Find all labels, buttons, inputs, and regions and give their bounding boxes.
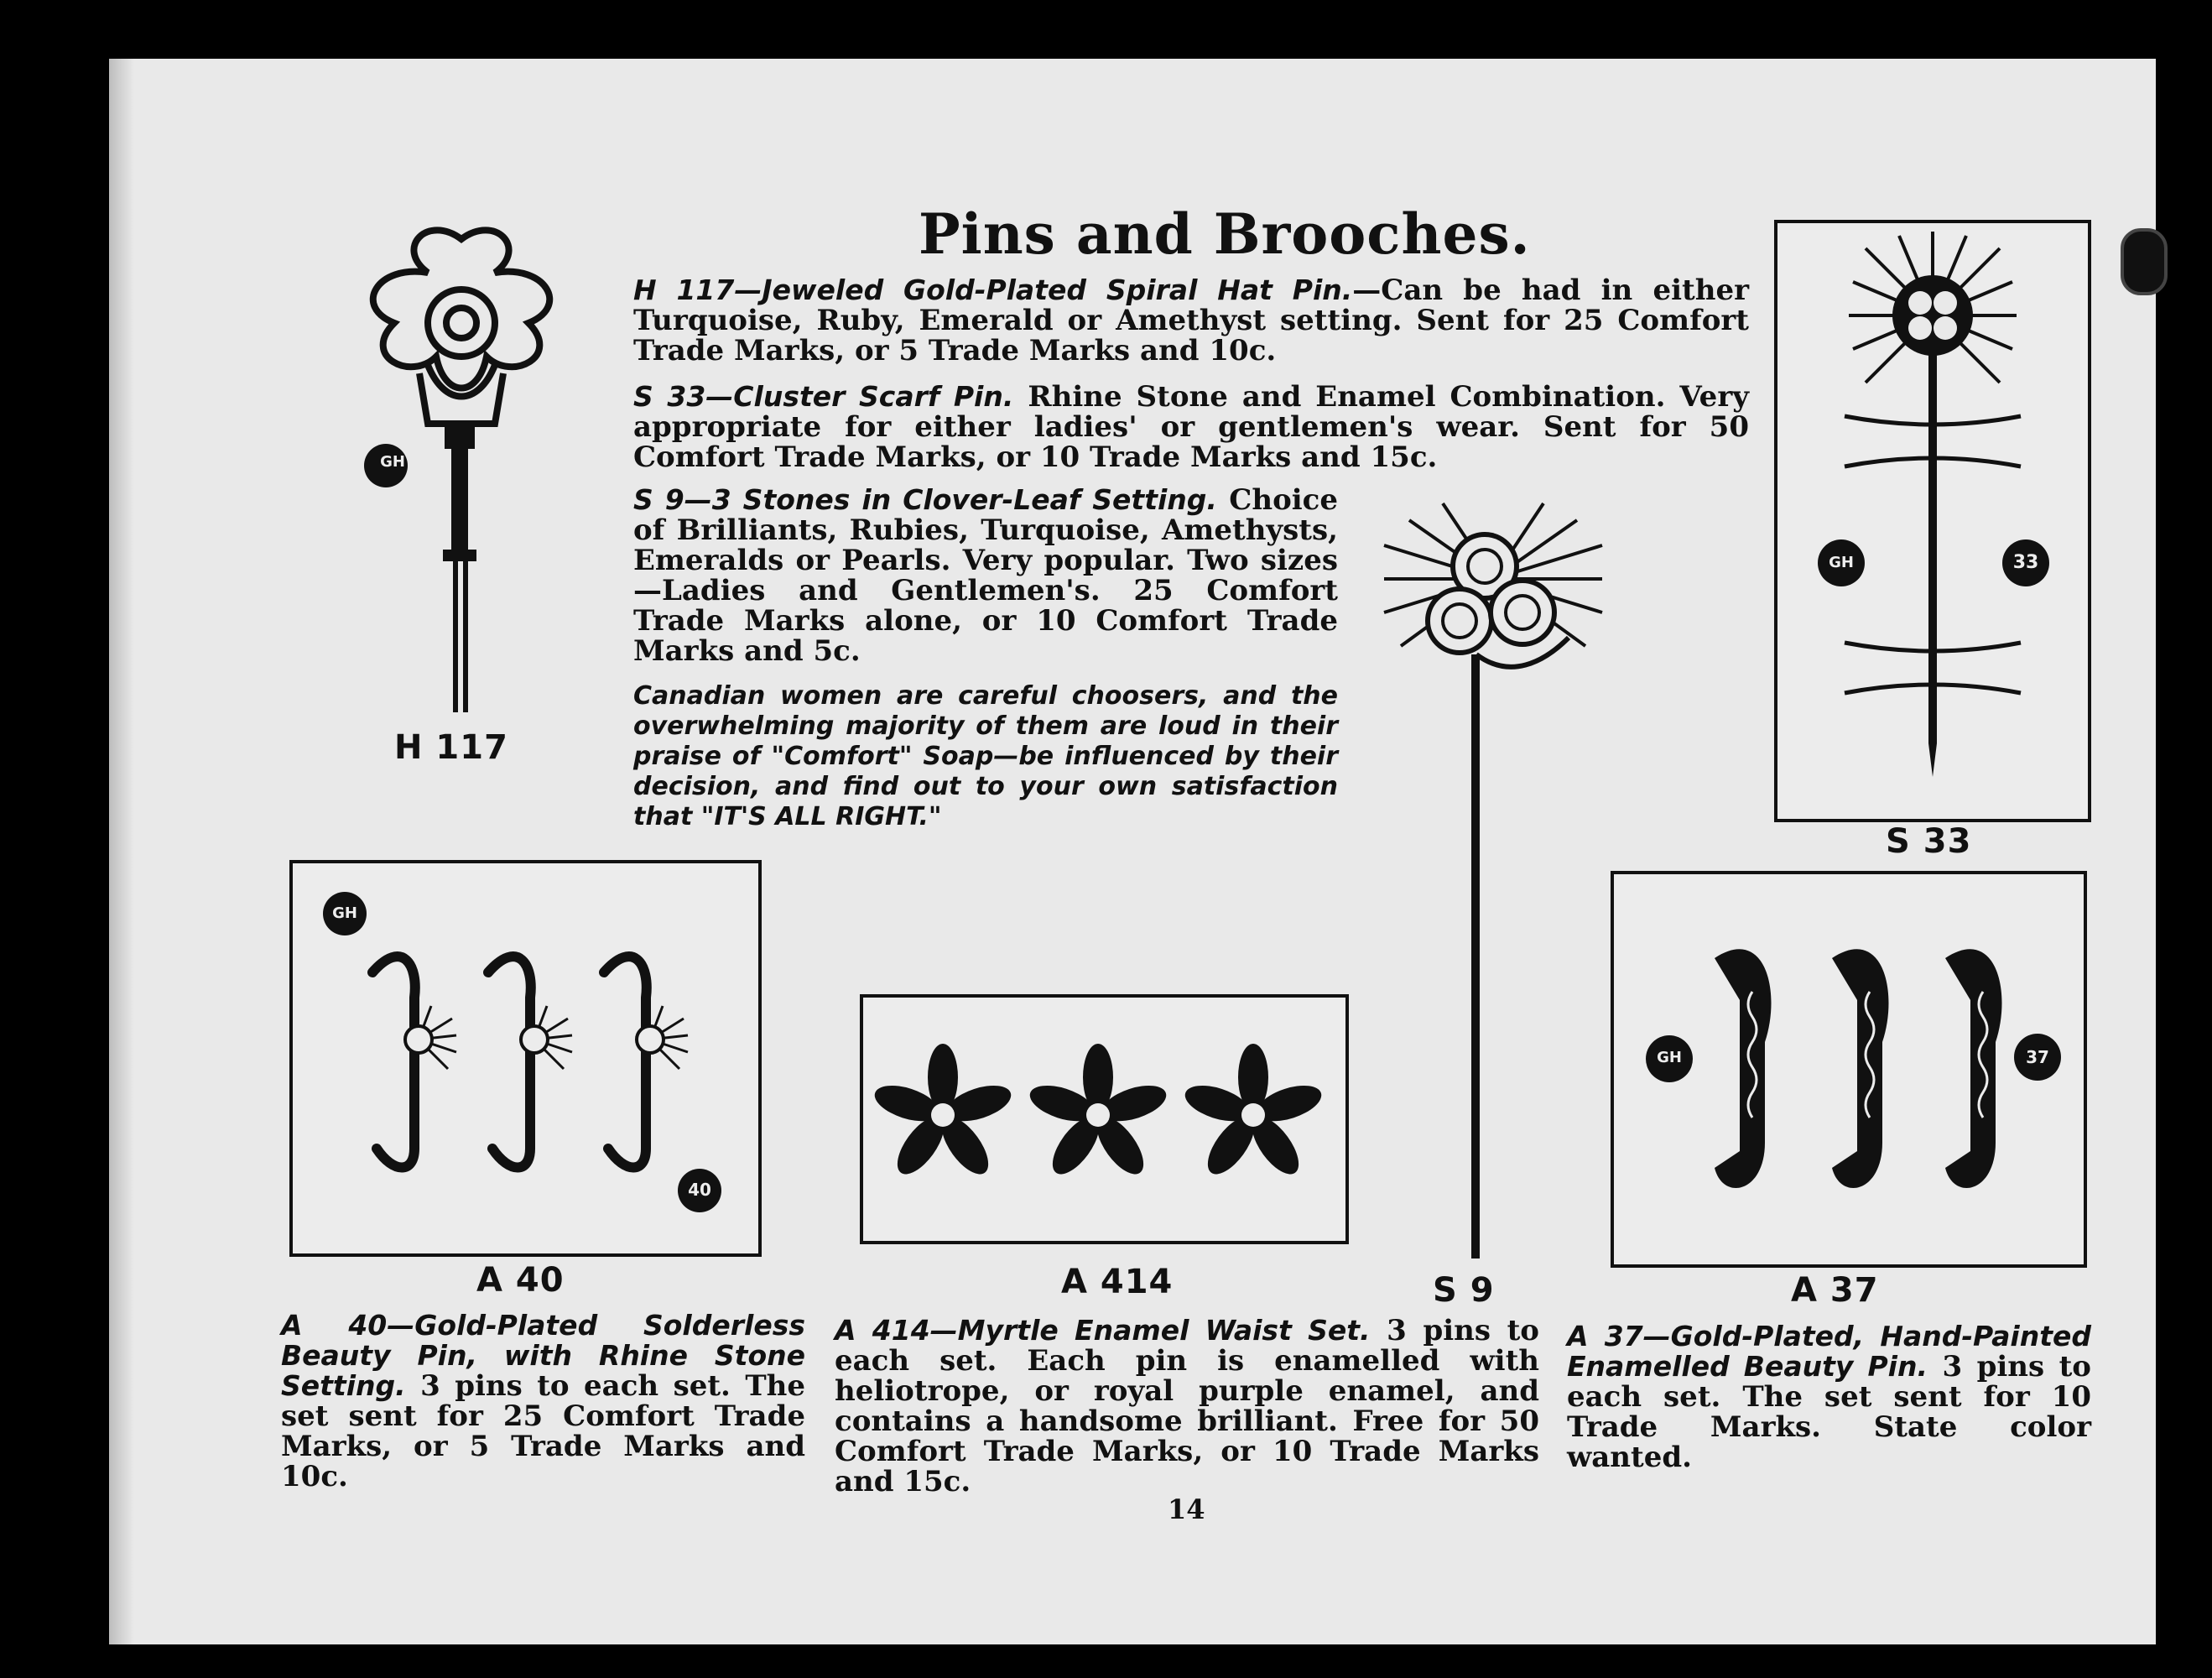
h117-text: —Can be had in either Turquoise, Ruby, Emerald or Amethyst setting. Sent for 25 Comfort Trade Marks, or 5 Trade Marks and 10c. [633,274,1749,367]
a37-beauty-pin-illustration [1614,874,2084,1264]
h117-lead: H 117—Jeweled Gold-Plated Spiral Hat Pin. [633,274,1353,306]
a37-lead: A 37—Gold-Plated, Hand-Painted Enamelled Beauty Pin. [1567,1320,2091,1383]
page-edge-shadow [109,59,134,1644]
page-title: Pins and Brooches. [919,201,1531,267]
s33-caption: S 33 [1886,822,1972,861]
s33-scarf-pin-illustration [1777,223,2088,819]
a414-caption: A 414 [1061,1263,1174,1301]
binding-hole [2121,228,2168,295]
s9-caption: S 9 [1433,1271,1495,1310]
a40-lead: A 40—Gold-Plated Solderless Beauty Pin, with Rhine Stone Setting. [281,1309,805,1402]
a414-lead: A 414—Myrtle Enamel Waist Set. [835,1314,1371,1347]
s9-text: Choice of Brilliants, Rubies, Turquoise, Amethysts, Emeralds or Pearls. Very popular. Two sizes—Ladies and Gentlemen's. 25 Comfort Trade Marks alone, or 10 Comfort Trade Marks and 5c. [633,483,1339,668]
a37-text: 3 pins to each set. The set sent for 10 Trade Marks. State color wanted. [1567,1350,2091,1474]
s33-text: Rhine Stone and Enamel Combination. Very appropriate for either ladies' or gentlemen's wear. Sent for 50 Comfort Trade Marks, or 10 Trade Marks and 15c. [633,380,1749,474]
s33-number-mark: 33 [2012,552,2039,573]
page-number: 14 [1168,1493,1205,1525]
s33-description [633,382,1749,472]
a40-text: 3 pins to each set. The set sent for 25 Comfort Trade Marks, or 5 Trade Marks and 10c. [281,1369,805,1493]
a414-text: 3 pins to each set. Each pin is enamelled with heliotrope, or royal purple enamel, and contains a handsome brilliant. Free for 50 Comfort Trade Marks, or 10 Trade Marks and 15c. [835,1314,1539,1498]
a40-number-mark: 40 [688,1180,711,1200]
a414-description [835,1316,1539,1497]
s33-gh-mark: GH [1829,554,1854,571]
a37-description [1567,1321,2091,1472]
h117-caption: H 117 [394,728,508,767]
s9-stick-pin-illustration [1376,495,1611,1267]
s9-description [633,485,1338,666]
a37-number-mark: 37 [2026,1047,2049,1067]
a414-waist-set-illustration [863,998,1345,1241]
h117-description [633,275,1749,366]
h117-gh-mark: GH [380,453,405,471]
a40-caption: A 40 [476,1261,565,1300]
a37-gh-mark: GH [1657,1049,1682,1066]
a37-caption: A 37 [1791,1271,1879,1310]
a40-gh-mark: GH [332,904,357,922]
promo-note: Canadian women are careful choosers, and the overwhelming majority of them are loud in their praise of "Comfort" Soap—be influenced by their decision, and find out to your own satisfaction that "IT'S ALL RIGHT." [633,681,1338,831]
s33-lead: S 33—Cluster Scarf Pin. [633,380,1014,413]
a40-description [281,1311,805,1492]
s9-lead: S 9—3 Stones in Clover-Leaf Setting. [633,483,1217,516]
